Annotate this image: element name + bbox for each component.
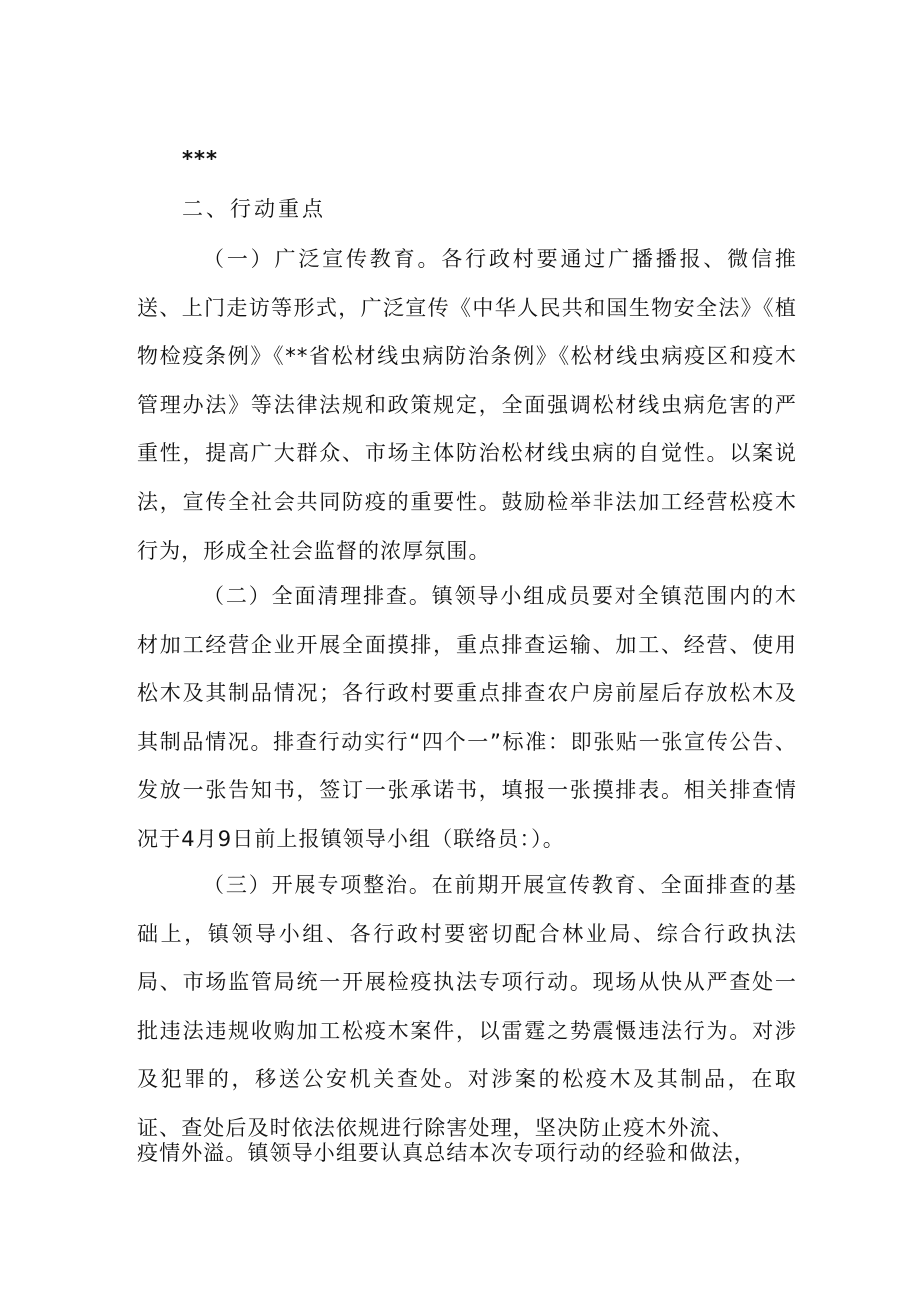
paragraph-label: （三）开展专项整治。: [203, 873, 432, 897]
section-heading: 二、行动重点: [182, 197, 326, 221]
paragraph-label: （一）广泛宣传教育。: [203, 247, 442, 271]
paragraph-rectification: [137, 861, 797, 1153]
paragraph-text: 镇领导小组成员要对全镇范围内的木材加工经营企业开展全面摸排，重点排查运输、加工、经营、使用松木及其制品情况；各行政村要重点排查农户房前屋后存放松木及其制品情况。排查行动实行“四个一”标准：即张贴一张宣传公告、发放一张告知书，签订一张承诺书，填报一张摸排表。相关排查情况于4月9日前上报镇领导小组（联络员：）。: [137, 584, 797, 851]
section-marker: ***: [182, 147, 218, 171]
paragraph-inspection: [137, 572, 797, 864]
paragraph-label: （二）全面清理排查。: [203, 584, 432, 608]
paragraph-text: 各行政村要通过广播播报、微信推送、上门走访等形式，广泛宣传《中华人民共和国生物安全法》《植物检疫条例》《**省松材线虫病防治条例》《松材线虫病疫区和疫木管理办法》等法律法规和政策规定，全面强调松材线虫病危害的严重性，提高广大群众、市场主体防治松材线虫病的自觉性。以案说法，宣传全社会共同防疫的重要性。鼓励检举非法加工经营松疫木行为，形成全社会监督的浓厚氛围。: [137, 247, 798, 563]
paragraph-publicity: [137, 235, 797, 575]
paragraph-text: 在前期开展宣传教育、全面排查的基础上，镇领导小组、各行政村要密切配合林业局、综合行政执法局、市场监管局统一开展检疫执法专项行动。现场从快从严查处一批违法违规收购加工松疫木案件，以雷霆之势震慑违法行为。对涉及犯罪的，移送公安机关查处。对涉案的松疫木及其制品，在取证、查处后及时依法依规进行除害处理，坚决防止疫木外流、: [137, 873, 797, 1140]
trailing-line: 疫情外溢。镇领导小组要认真总结本次专项行动的经验和做法，: [137, 1141, 756, 1165]
